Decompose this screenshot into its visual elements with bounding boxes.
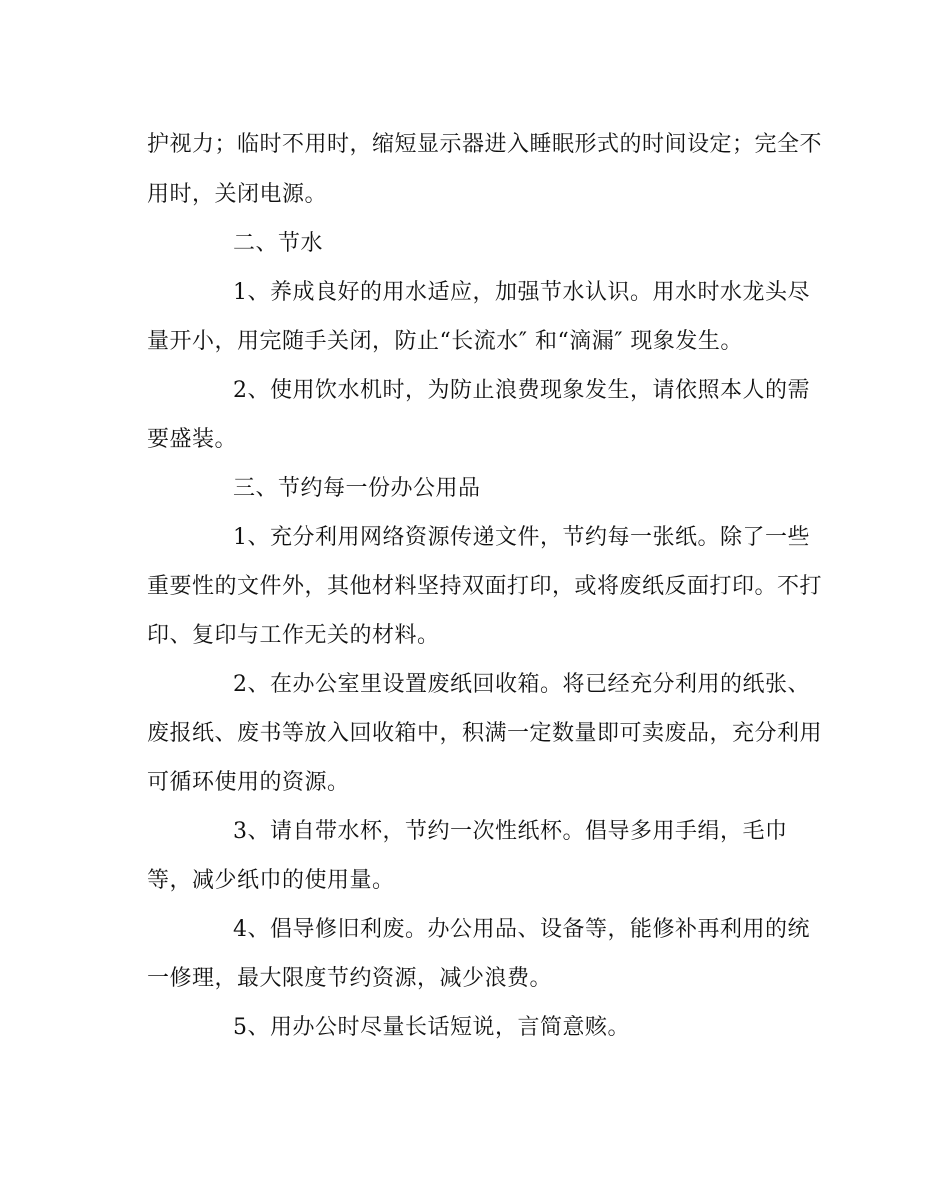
- text-line: 废报纸、废书等放入回收箱中，积满一定数量即可卖废品，充分利用: [147, 721, 823, 746]
- text-line: 1、养成良好的用水适应，加强节水认识。用水时水龙头尽: [233, 280, 810, 305]
- text-line: 2、使用饮水机时，为防止浪费现象发生，请依照本人的需: [233, 378, 810, 403]
- section-heading: 三、节约每一份办公用品: [233, 476, 481, 501]
- text-line: 4、倡导修旧利废。办公用品、设备等，能修补再利用的统: [233, 917, 810, 942]
- section-heading: 二、节水: [233, 231, 324, 256]
- text-line: 量开小，用完随手关闭，防止“长流水″ 和“滴漏″ 现象发生。: [147, 329, 743, 354]
- text-line: 用时，关闭电源。: [147, 182, 328, 207]
- text-line: 印、复印与工作无关的材料。: [147, 623, 440, 648]
- text-line: 2、在办公室里设置废纸回收箱。将已经充分利用的纸张、: [233, 672, 810, 697]
- text-line: 重要性的文件外，其他材料坚持双面打印，或将废纸反面打印。不打: [147, 574, 823, 599]
- text-line: 护视力；临时不用时，缩短显示器进入睡眠形式的时间设定；完全不: [147, 132, 823, 157]
- text-line: 3、请自带水杯，节约一次性纸杯。倡导多用手绢，毛巾: [233, 819, 788, 844]
- text-line: 等，减少纸巾的使用量。: [147, 868, 395, 893]
- text-line: 可循环使用的资源。: [147, 770, 350, 795]
- text-line: 一修理，最大限度节约资源，减少浪费。: [147, 966, 553, 991]
- text-line: 1、充分利用网络资源传递文件，节约每一张纸。除了一些: [233, 525, 810, 550]
- text-line: 5、用办公时尽量长话短说，言简意赅。: [233, 1015, 630, 1040]
- text-line: 要盛装。: [147, 427, 238, 452]
